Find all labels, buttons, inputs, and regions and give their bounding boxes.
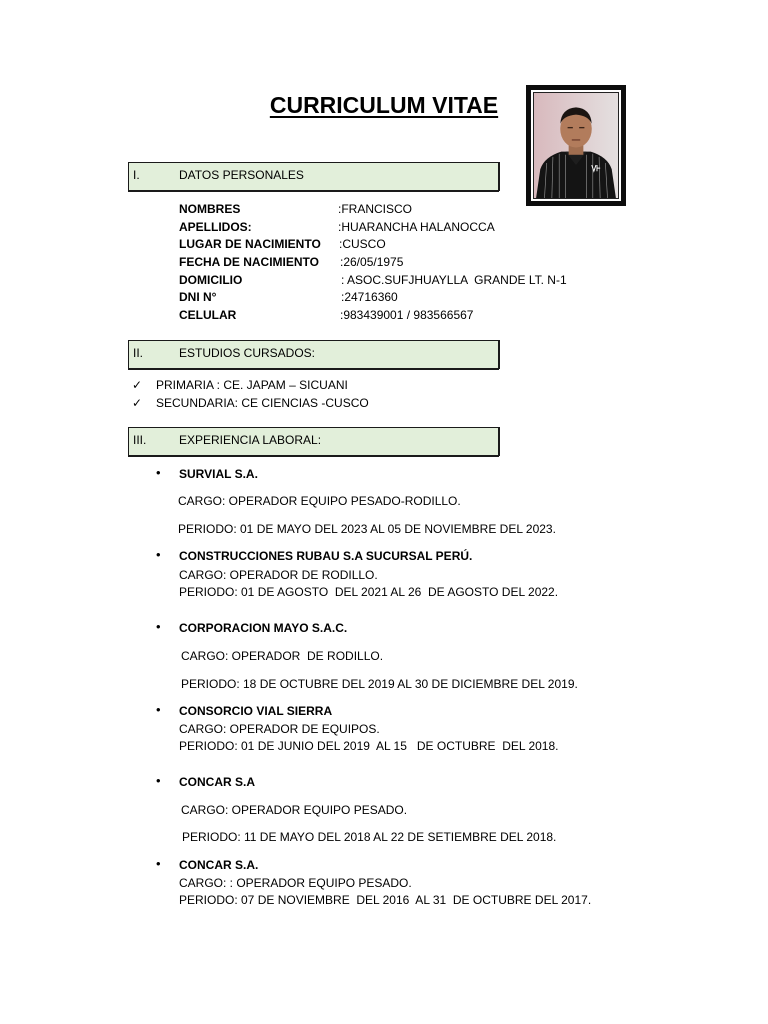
check-icon: ✓ bbox=[132, 396, 143, 410]
section-header-studies bbox=[128, 340, 499, 369]
profile-photo-mat bbox=[531, 90, 621, 201]
field-value-domicilio: : ASOC.SUFJHUAYLLA GRANDE LT. N-1 bbox=[341, 273, 567, 287]
section-title: DATOS PERSONALES bbox=[179, 168, 304, 182]
field-label-celular: CELULAR bbox=[179, 308, 237, 322]
bullet-icon: • bbox=[156, 465, 161, 480]
job-cargo: CARGO: OPERADOR DE RODILLO. bbox=[181, 649, 384, 663]
profile-photo bbox=[526, 85, 626, 206]
portrait-illustration bbox=[534, 93, 618, 198]
field-value-apellidos: :HUARANCHA HALANOCCA bbox=[338, 220, 495, 234]
field-value-nombres: :FRANCISCO bbox=[338, 202, 413, 216]
bullet-icon: • bbox=[156, 547, 161, 562]
job-periodo: PERIODO: 01 DE MAYO DEL 2023 AL 05 DE NOVIEMBRE DEL 2023. bbox=[178, 522, 556, 536]
field-value-fecha-nacimiento: :26/05/1975 bbox=[340, 255, 404, 269]
job-periodo: PERIODO: 07 DE NOVIEMBRE DEL 2016 AL 31 DE OCTUBRE DEL 2017. bbox=[179, 893, 592, 907]
section-number: II. bbox=[133, 346, 144, 360]
study-item: SECUNDARIA: CE CIENCIAS -CUSCO bbox=[156, 396, 369, 410]
job-periodo: PERIODO: 18 DE OCTUBRE DEL 2019 AL 30 DE DICIEMBRE DEL 2019. bbox=[181, 677, 578, 691]
document-title bbox=[0, 90, 768, 120]
job-company: CONSTRUCCIONES RUBAU S.A SUCURSAL PERÚ. bbox=[179, 549, 473, 563]
job-cargo: CARGO: OPERADOR DE RODILLO. bbox=[179, 568, 378, 582]
section-number: III. bbox=[133, 433, 147, 447]
bullet-icon: • bbox=[156, 619, 161, 634]
field-value-celular: :983439001 / 983566567 bbox=[340, 308, 474, 322]
section-header-personal bbox=[128, 162, 499, 191]
job-periodo: PERIODO: 01 DE JUNIO DEL 2019 AL 15 DE OCTUBRE DEL 2018. bbox=[179, 739, 559, 753]
field-label-apellidos: APELLIDOS: bbox=[179, 220, 252, 234]
study-item: PRIMARIA : CE. JAPAM – SICUANI bbox=[156, 378, 348, 392]
bullet-icon: • bbox=[156, 773, 161, 788]
document-title-text: CURRICULUM VITAE bbox=[269, 92, 499, 118]
section-number: I. bbox=[133, 168, 140, 182]
field-label-dni: DNI N° bbox=[179, 290, 217, 304]
job-company: CONCAR S.A. bbox=[179, 858, 259, 872]
field-label-domicilio: DOMICILIO bbox=[179, 273, 243, 287]
field-value-lugar-nacimiento: :CUSCO bbox=[339, 237, 386, 251]
field-label-fecha-nacimiento: FECHA DE NACIMIENTO bbox=[179, 255, 320, 269]
field-label-lugar-nacimiento: LUGAR DE NACIMIENTO bbox=[179, 237, 321, 251]
job-cargo: CARGO: OPERADOR EQUIPO PESADO. bbox=[181, 803, 408, 817]
section-header-experience bbox=[128, 427, 499, 456]
job-cargo: CARGO: OPERADOR DE EQUIPOS. bbox=[179, 722, 380, 736]
job-cargo: CARGO: : OPERADOR EQUIPO PESADO. bbox=[179, 876, 412, 890]
field-value-dni: :24716360 bbox=[341, 290, 398, 304]
job-cargo: CARGO: OPERADOR EQUIPO PESADO-RODILLO. bbox=[178, 494, 461, 508]
section-title: EXPERIENCIA LABORAL: bbox=[179, 433, 322, 447]
job-periodo: PERIODO: 11 DE MAYO DEL 2018 AL 22 DE SETIEMBRE DEL 2018. bbox=[182, 830, 557, 844]
check-icon: ✓ bbox=[132, 378, 143, 392]
section-title: ESTUDIOS CURSADOS: bbox=[179, 346, 316, 360]
job-company: CORPORACION MAYO S.A.C. bbox=[179, 621, 348, 635]
job-company: CONSORCIO VIAL SIERRA bbox=[179, 704, 333, 718]
bullet-icon: • bbox=[156, 702, 161, 717]
job-company: SURVIAL S.A. bbox=[179, 467, 258, 481]
job-periodo: PERIODO: 01 DE AGOSTO DEL 2021 AL 26 DE AGOSTO DEL 2022. bbox=[179, 585, 559, 599]
job-company: CONCAR S.A bbox=[179, 775, 256, 789]
profile-photo-image bbox=[533, 92, 619, 199]
bullet-icon: • bbox=[156, 856, 161, 871]
field-label-nombres: NOMBRES bbox=[179, 202, 241, 216]
